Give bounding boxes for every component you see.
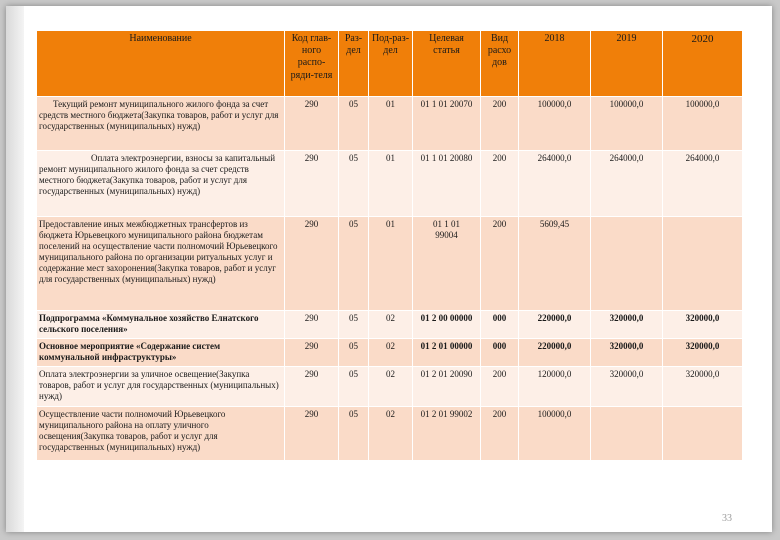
row-2020	[663, 217, 743, 311]
row-type: 200	[481, 407, 519, 461]
row-2019	[591, 217, 663, 311]
row-2019: 100000,0	[591, 97, 663, 151]
table-row	[37, 151, 743, 217]
row-subsection: 02	[369, 311, 413, 339]
row-subsection: 01	[369, 151, 413, 217]
header-type: Вид расхо дов	[481, 31, 519, 97]
row-target: 01 1 01 20070	[413, 97, 481, 151]
row-2019: 320000,0	[591, 367, 663, 407]
row-2020: 100000,0	[663, 97, 743, 151]
row-section: 05	[339, 311, 369, 339]
row-subsection: 02	[369, 367, 413, 407]
row-target: 01 2 00 00000	[413, 311, 481, 339]
row-name: Основное мероприятие «Содержание систем коммунальной инфраструктуры»	[37, 339, 285, 367]
row-type: 200	[481, 151, 519, 217]
row-type: 200	[481, 367, 519, 407]
header-2019: 2019	[591, 31, 663, 97]
row-2018: 264000,0	[519, 151, 591, 217]
table-header	[37, 31, 743, 97]
row-section: 05	[339, 151, 369, 217]
row-subsection: 02	[369, 339, 413, 367]
row-name	[37, 151, 285, 217]
row-2019: 320000,0	[591, 311, 663, 339]
row-code: 290	[285, 217, 339, 311]
row-name: Текущий ремонт муниципального жилого фонда за счет средств местного бюджета(Закупка товаров, работ и услуг для государственных (муниципальных) нужд)	[37, 97, 285, 151]
row-2020	[663, 407, 743, 461]
budget-table	[36, 30, 743, 461]
row-target: 01 2 01 20090	[413, 367, 481, 407]
row-name: Подпрограмма «Коммунальное хозяйство Елнатского сельского поселения»	[37, 311, 285, 339]
row-2018: 220000,0	[519, 339, 591, 367]
row-type: 000	[481, 311, 519, 339]
row-type: 000	[481, 339, 519, 367]
row-section: 05	[339, 339, 369, 367]
row-name-text: Оплата электроэнергии, взносы за капитальный ремонт муниципального жилого фонда за счет средств местного бюджета(Закупка товаров, работ и услуг для государственных (муниципальных) нужд)	[39, 153, 276, 196]
table-row	[37, 339, 743, 367]
row-2018: 220000,0	[519, 311, 591, 339]
slide-edge	[6, 6, 24, 532]
row-2019: 320000,0	[591, 339, 663, 367]
row-name: Предоставление иных межбюджетных трансфертов из бюджета Юрьевецкого муниципального района бюджетам поселений на осуществление части полномочий Юрьевецкого муниципального района по организации ритуальных услуг и содержание мест захоронения(Закупка товаров, работ и услуг для государственных (муниципальных) нужд)	[37, 217, 285, 311]
row-code: 290	[285, 97, 339, 151]
row-2020: 320000,0	[663, 311, 743, 339]
row-section: 05	[339, 97, 369, 151]
row-code: 290	[285, 151, 339, 217]
row-target: 01 2 01 00000	[413, 339, 481, 367]
row-name: Оплата электроэнергии за уличное освещение(Закупка товаров, работ и услуг для государственных (муниципальных) нужд)	[37, 367, 285, 407]
table-row	[37, 311, 743, 339]
row-2018: 5609,45	[519, 217, 591, 311]
table-row	[37, 97, 743, 151]
table-row	[37, 407, 743, 461]
row-code: 290	[285, 311, 339, 339]
row-code: 290	[285, 339, 339, 367]
row-target: 01 1 01 20080	[413, 151, 481, 217]
header-name: Наименование	[37, 31, 285, 97]
row-2020: 264000,0	[663, 151, 743, 217]
table-row	[37, 367, 743, 407]
row-2020: 320000,0	[663, 339, 743, 367]
row-name: Осуществление части полномочий Юрьевецкого муниципального района на оплату уличного освещения(Закупка товаров, работ и услуг для государственных (муниципальных) нужд)	[37, 407, 285, 461]
row-2018: 100000,0	[519, 97, 591, 151]
header-section: Раз-дел	[339, 31, 369, 97]
row-2020: 320000,0	[663, 367, 743, 407]
header-subsection: Под-раз-дел	[369, 31, 413, 97]
row-subsection: 02	[369, 407, 413, 461]
row-target: 01 1 01 99004	[413, 217, 481, 311]
row-section: 05	[339, 217, 369, 311]
row-2019: 264000,0	[591, 151, 663, 217]
row-section: 05	[339, 367, 369, 407]
row-2019	[591, 407, 663, 461]
header-code: Код глав-ного распо-ряди-теля	[285, 31, 339, 97]
row-type: 200	[481, 217, 519, 311]
page-number: 33	[722, 513, 732, 524]
header-2018: 2018	[519, 31, 591, 97]
row-2018: 120000,0	[519, 367, 591, 407]
row-type: 200	[481, 97, 519, 151]
row-subsection: 01	[369, 217, 413, 311]
row-code: 290	[285, 407, 339, 461]
row-2018: 100000,0	[519, 407, 591, 461]
row-section: 05	[339, 407, 369, 461]
header-target: Целевая статья	[413, 31, 481, 97]
header-2020: 2020	[663, 31, 743, 97]
row-target: 01 2 01 99002	[413, 407, 481, 461]
row-code: 290	[285, 367, 339, 407]
row-subsection: 01	[369, 97, 413, 151]
table-row	[37, 217, 743, 311]
